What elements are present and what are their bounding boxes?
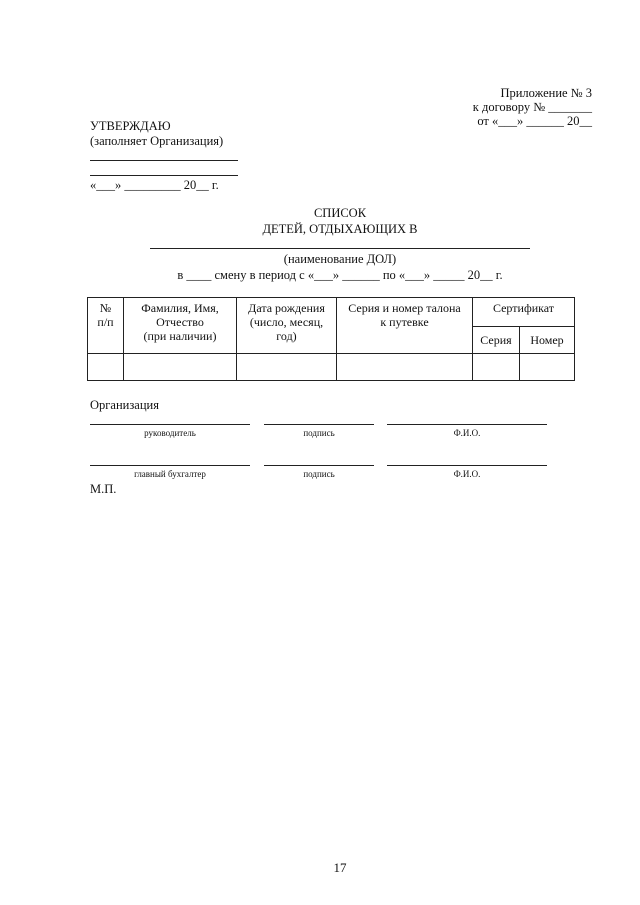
accountant-sign-line [264,465,374,466]
cell-full-name[interactable] [124,354,237,381]
approval-line-1 [90,160,238,161]
document-subtitle: ДЕТЕЙ, ОТДЫХАЮЩИХ В [262,222,418,236]
approval-note: (заполняет Организация) [90,134,224,148]
stamp-label: М.П. [90,482,117,496]
accountant-fio-caption: Ф.И.О. [453,469,481,479]
accountant-fio-line [387,465,547,466]
header-certificate: Сертификат [473,298,575,327]
header-certificate-number: Номер [520,327,575,354]
head-sign-line [264,424,374,425]
approval-date: «___» _________ 20__ г. [90,178,219,192]
head-fio-caption: Ф.И.О. [453,428,481,438]
cell-certificate-number[interactable] [520,354,575,381]
head-caption: руководитель [144,428,196,438]
head-sign-caption: подпись [303,428,335,438]
cell-num[interactable] [88,354,124,381]
table-row[interactable] [88,354,575,381]
header-certificate-series: Серия [473,327,520,354]
header-num: № п/п [88,298,124,354]
page-number: 17 [333,860,347,875]
head-signature-line [90,424,250,425]
header-voucher: Серия и номер талона к путевке [337,298,473,354]
header-full-name: Фамилия, Имя, Отчество (при наличии) [124,298,237,354]
shift-period: в ____ смену в период с «___» ______ по «___» _____ 20__ г. [177,268,503,282]
organization-label: Организация [90,398,159,412]
approval-line-2 [90,175,238,176]
contract-number-label: к договору № _______ [472,100,592,114]
accountant-caption: главный бухгалтер [134,469,206,479]
contract-date-label: от «___» ______ 20__ [477,114,592,128]
approval-title: УТВЕРЖДАЮ [90,119,171,133]
camp-name-line [150,248,530,249]
accountant-sign-caption: подпись [303,469,335,479]
accountant-signature-line [90,465,250,466]
head-fio-line [387,424,547,425]
document-title: СПИСОК [313,206,367,220]
camp-name-caption: (наименование ДОЛ) [283,252,397,266]
children-table [87,297,575,381]
header-birth-date: Дата рождения (число, месяц, год) [237,298,337,354]
cell-voucher[interactable] [337,354,473,381]
cell-birth-date[interactable] [237,354,337,381]
appendix-label: Приложение № 3 [500,86,592,100]
cell-certificate-series[interactable] [473,354,520,381]
